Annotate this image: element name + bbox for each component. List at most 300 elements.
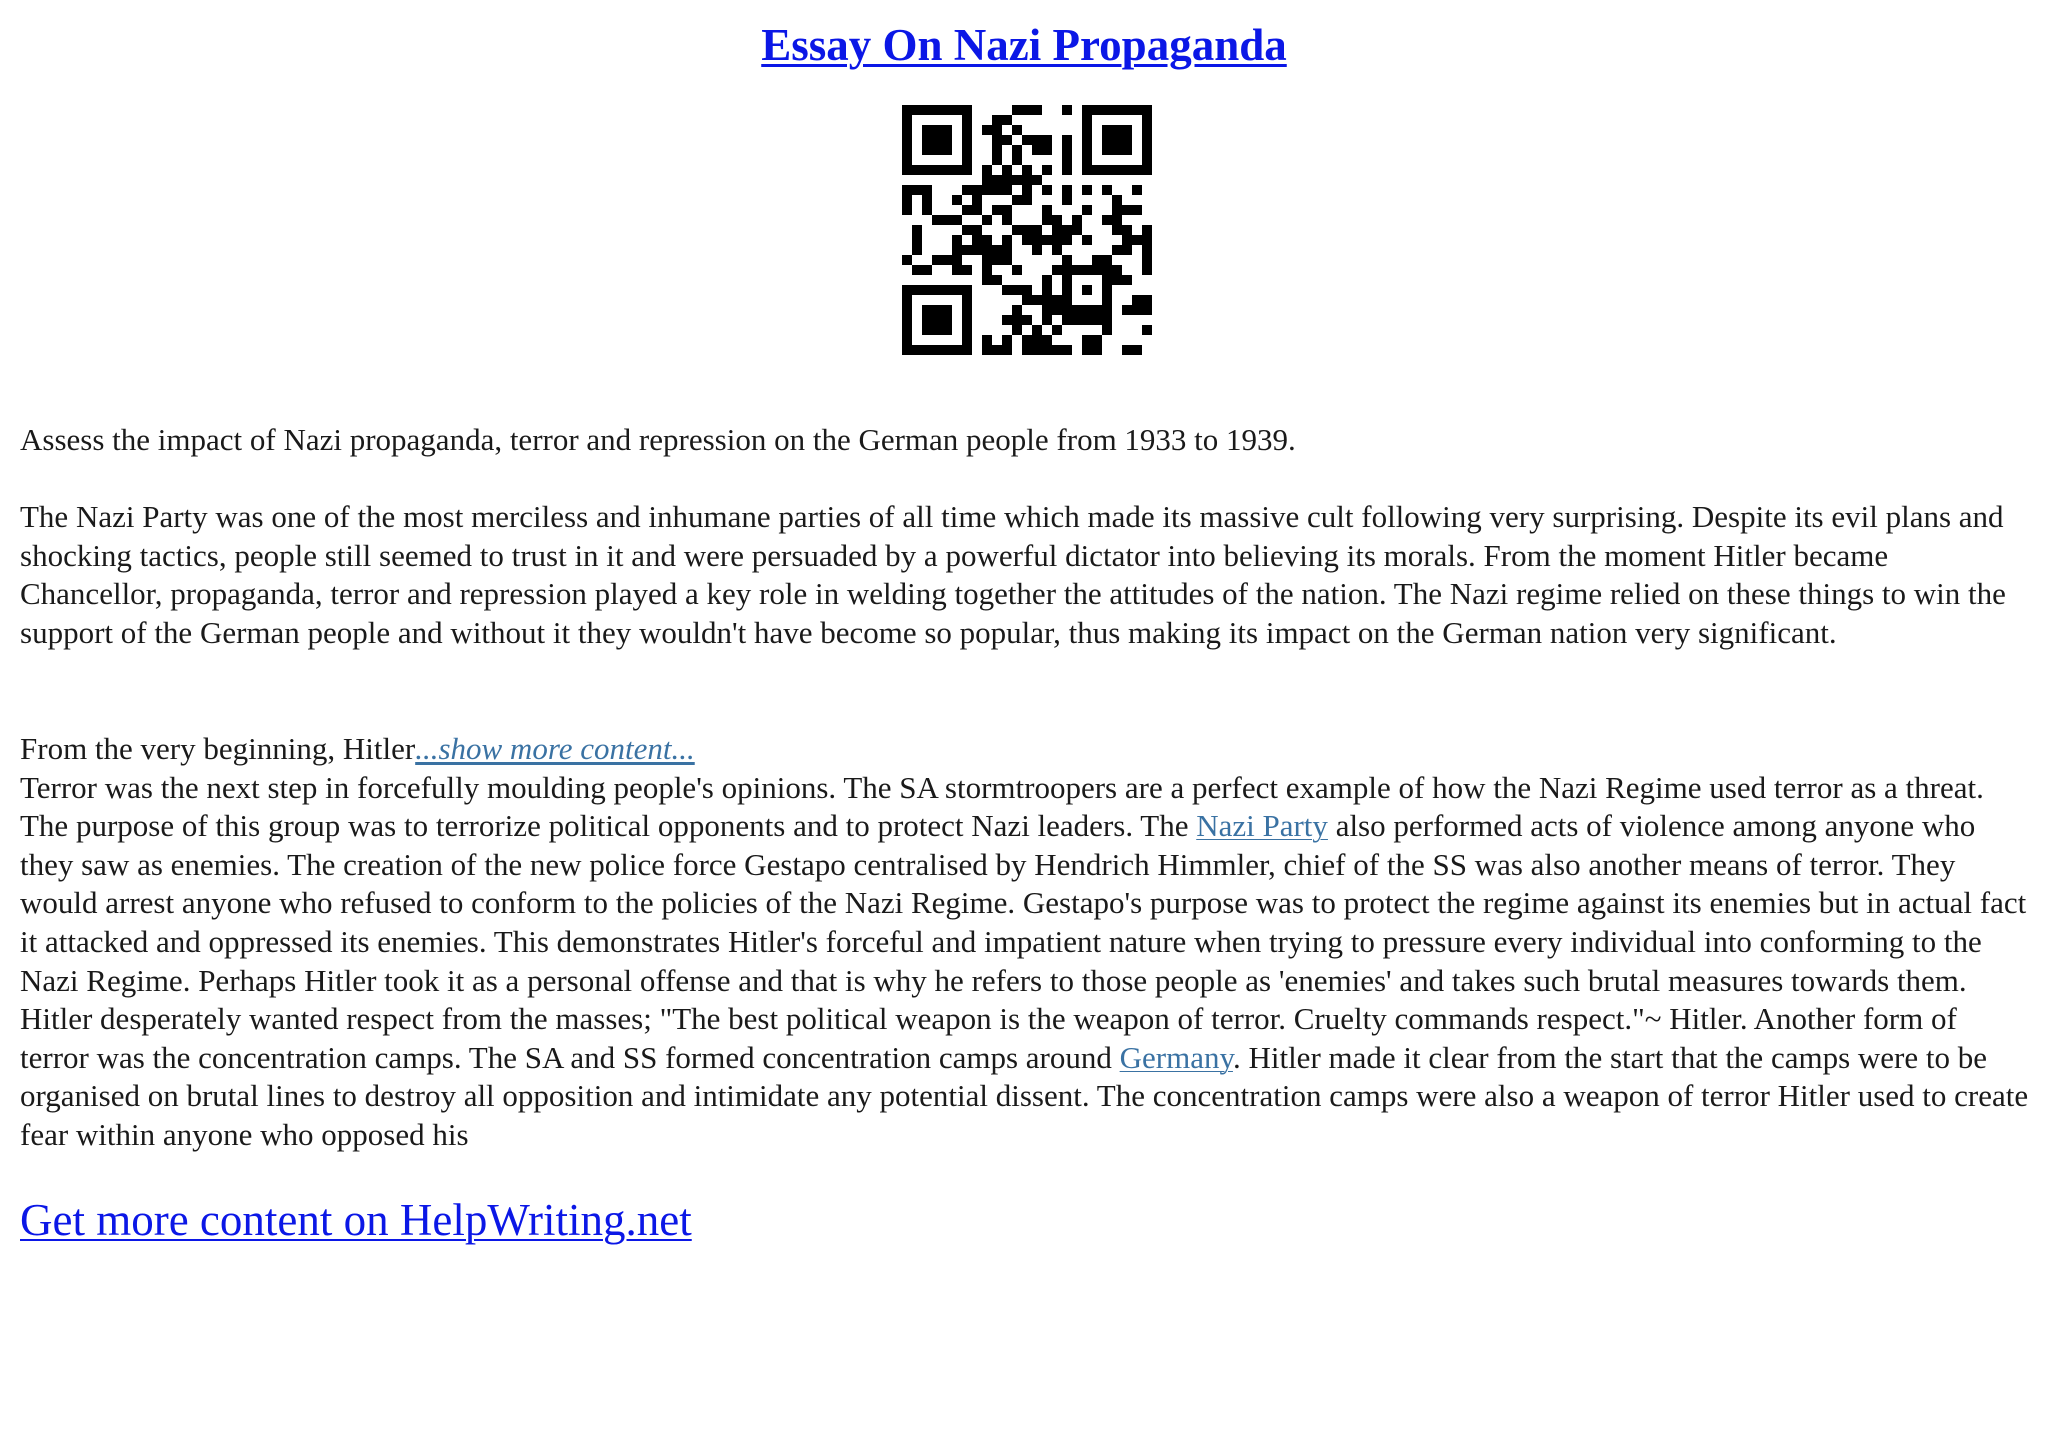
qr-module — [982, 215, 992, 225]
qr-module — [1052, 345, 1062, 355]
qr-module — [1082, 205, 1092, 215]
qr-module — [962, 185, 972, 195]
qr-module — [1052, 325, 1062, 335]
qr-module — [922, 165, 932, 175]
qr-module — [942, 315, 952, 325]
qr-module — [992, 205, 1002, 215]
qr-module — [1022, 105, 1032, 115]
qr-module — [902, 145, 912, 155]
qr-module — [1092, 265, 1102, 275]
qr-module — [1102, 105, 1112, 115]
qr-module — [972, 205, 982, 215]
qr-module — [1022, 225, 1032, 235]
qr-module — [962, 315, 972, 325]
qr-module — [982, 165, 992, 175]
qr-module — [1122, 145, 1132, 155]
qr-module — [902, 255, 912, 265]
qr-module — [1062, 305, 1072, 315]
qr-module — [1042, 335, 1052, 345]
qr-module — [1142, 155, 1152, 165]
qr-module — [1082, 345, 1092, 355]
qr-module — [1022, 235, 1032, 245]
qr-module — [922, 195, 932, 205]
qr-module — [922, 135, 932, 145]
qr-module — [1102, 135, 1112, 145]
qr-module — [1122, 275, 1132, 285]
qr-module — [1122, 235, 1132, 245]
qr-module — [1142, 245, 1152, 255]
qr-module — [982, 235, 992, 245]
qr-module — [992, 175, 1002, 185]
qr-module — [1142, 255, 1152, 265]
qr-module — [1082, 305, 1092, 315]
qr-module — [942, 255, 952, 265]
qr-module — [1112, 265, 1122, 275]
qr-module — [1142, 125, 1152, 135]
qr-module — [922, 145, 932, 155]
qr-module — [1082, 285, 1092, 295]
qr-module — [1042, 295, 1052, 305]
qr-module — [952, 195, 962, 205]
qr-module — [962, 335, 972, 345]
qr-module — [942, 135, 952, 145]
qr-module — [1112, 245, 1122, 255]
qr-module — [962, 285, 972, 295]
qr-module — [1042, 205, 1052, 215]
qr-module — [1102, 215, 1112, 225]
qr-module — [922, 315, 932, 325]
qr-module — [902, 155, 912, 165]
qr-module — [1112, 225, 1122, 235]
qr-module — [932, 315, 942, 325]
qr-module — [902, 335, 912, 345]
qr-module — [1012, 225, 1022, 235]
qr-module — [902, 285, 912, 295]
qr-module — [1042, 215, 1052, 225]
qr-module — [962, 165, 972, 175]
qr-module — [1072, 215, 1082, 225]
qr-module — [1142, 305, 1152, 315]
qr-module — [902, 165, 912, 175]
qr-module — [1042, 165, 1052, 175]
qr-module — [962, 155, 972, 165]
qr-module — [1142, 135, 1152, 145]
main-paragraph — [20, 730, 2030, 1155]
qr-module — [922, 285, 932, 295]
qr-module — [1142, 145, 1152, 155]
qr-module — [912, 235, 922, 245]
qr-module — [1052, 295, 1062, 305]
qr-module — [962, 265, 972, 275]
qr-module — [932, 285, 942, 295]
qr-module — [1012, 175, 1022, 185]
qr-module — [1122, 135, 1132, 145]
qr-module — [962, 125, 972, 135]
qr-module — [1082, 145, 1092, 155]
qr-module — [1022, 285, 1032, 295]
qr-module — [1112, 145, 1122, 155]
qr-module — [992, 115, 1002, 125]
qr-module — [932, 325, 942, 335]
body-text-part-1: Terror was the next step in forcefully moulding people's opinions. The SA stormtroopers are a perfect example of how the Nazi Regime used terror as a threat. The purpose of this group was to terrorize political opponents and to protect Nazi leaders. The — [20, 769, 1984, 844]
qr-module — [912, 265, 922, 275]
intro-paragraph: The Nazi Party was one of the most merciless and inhumane parties of all time which made its massive cult following very surprising. Despite its evil plans and shocking tactics, people still seemed to trust in it and were persuaded by a powerful dictator into believing its morals. From the moment Hitler became Chancellor, propaganda, terror and repression played a key role in welding together the attitudes of the nation. The Nazi regime relied on these things to win the support of the German people and without it they wouldn't have become so popular, thus making its impact on the German nation very significant. — [20, 499, 2006, 650]
qr-module — [1012, 305, 1022, 315]
qr-module — [1062, 195, 1072, 205]
qr-module — [1102, 315, 1112, 325]
qr-module — [962, 205, 972, 215]
qr-module — [1082, 125, 1092, 135]
qr-module — [1012, 155, 1022, 165]
qr-module — [1032, 345, 1042, 355]
qr-module — [1112, 125, 1122, 135]
get-more-content-link[interactable]: Get more content on HelpWriting.net — [20, 1195, 692, 1245]
qr-module — [1032, 235, 1042, 245]
germany-link[interactable]: Germany — [1119, 1039, 1233, 1075]
qr-module — [942, 305, 952, 315]
qr-module — [1142, 295, 1152, 305]
qr-module — [902, 205, 912, 215]
qr-module — [1032, 335, 1042, 345]
qr-module — [1062, 295, 1072, 305]
qr-module — [982, 265, 992, 275]
qr-module — [902, 135, 912, 145]
qr-module — [1042, 235, 1052, 245]
qr-module — [1082, 105, 1092, 115]
qr-module — [1002, 165, 1012, 175]
qr-module — [952, 105, 962, 115]
qr-module — [1022, 185, 1032, 195]
qr-module — [942, 215, 952, 225]
qr-module — [1092, 255, 1102, 265]
body-text-part-2: also performed acts of violence among anyone who they saw as enemies. The creation of the new police force Gestapo centralised by Hendrich Himmler, chief of the SS was also another means of terror. They would arrest anyone who refused to conform to the policies of the Nazi Regime. Gestapo's purpose was to protect the regime against its enemies but in actual fact it attacked and oppressed its enemies. This demonstrates Hitler's forceful and impatient nature when trying to pressure every individual into conforming to the Nazi Regime. Perhaps Hitler took it as a personal offense and that is why he refers to those people as 'enemies' and takes such brutal measures towards them. Hitler desperately wanted respect from the masses; "The best political weapon is the weapon of terror. Cruelty commands respect."~ Hitler. Another form of terror was the concentration camps. The SA and SS formed concentration camps around — [20, 808, 2027, 1075]
qr-module — [952, 345, 962, 355]
qr-module — [922, 265, 932, 275]
qr-module — [1122, 245, 1132, 255]
body-text-part-3: . Hitler made it clear from the start that the camps were to be organised on brutal lines to destroy all opposition and intimidate any potential dissent. The concentration camps were also a weapon of terror Hitler used to create fear within anyone who opposed his — [20, 1039, 2029, 1152]
qr-module — [942, 105, 952, 115]
qr-module — [1002, 115, 1012, 125]
qr-module — [1042, 145, 1052, 155]
qr-module — [922, 185, 932, 195]
qr-module — [1042, 345, 1052, 355]
qr-module — [942, 345, 952, 355]
qr-module — [932, 135, 942, 145]
qr-module — [912, 185, 922, 195]
qr-module — [1002, 215, 1012, 225]
qr-module — [1112, 105, 1122, 115]
qr-module — [902, 295, 912, 305]
page-title — [0, 14, 2048, 76]
qr-module — [1102, 285, 1112, 295]
qr-module — [1002, 235, 1012, 245]
qr-module — [932, 145, 942, 155]
qr-module — [962, 115, 972, 125]
qr-module — [1032, 295, 1042, 305]
qr-module — [1012, 265, 1022, 275]
qr-module — [1042, 285, 1052, 295]
qr-module — [1052, 265, 1062, 275]
qr-module — [1082, 165, 1092, 175]
qr-module — [1102, 305, 1112, 315]
qr-code-icon — [902, 105, 1152, 355]
qr-module — [1052, 305, 1062, 315]
qr-module — [1092, 165, 1102, 175]
qr-module — [1122, 165, 1132, 175]
qr-module — [1002, 245, 1012, 255]
qr-module — [1082, 235, 1092, 245]
qr-module — [1012, 285, 1022, 295]
qr-module — [1032, 225, 1042, 235]
qr-module — [1052, 215, 1062, 225]
qr-module — [922, 345, 932, 355]
qr-module — [1102, 255, 1112, 265]
qr-module — [1032, 105, 1042, 115]
qr-module — [1012, 125, 1022, 135]
qr-module — [1052, 225, 1062, 235]
qr-module — [952, 285, 962, 295]
qr-module — [1002, 345, 1012, 355]
qr-module — [1002, 205, 1012, 215]
qr-module — [1022, 165, 1032, 175]
qr-module — [1132, 305, 1142, 315]
qr-module — [992, 125, 1002, 135]
qr-module — [1092, 335, 1102, 345]
qr-module — [1082, 135, 1092, 145]
qr-module — [952, 165, 962, 175]
qr-module — [972, 195, 982, 205]
qr-module — [1122, 205, 1132, 215]
qr-module — [932, 345, 942, 355]
qr-module — [1062, 315, 1072, 325]
qr-module — [1042, 135, 1052, 145]
lead-in-text: From the very beginning, Hitler — [20, 731, 416, 766]
qr-module — [972, 185, 982, 195]
qr-module — [1062, 185, 1072, 195]
qr-module — [962, 325, 972, 335]
qr-module — [1132, 185, 1142, 195]
qr-module — [1072, 265, 1082, 275]
qr-module — [992, 345, 1002, 355]
qr-module — [932, 215, 942, 225]
qr-module — [962, 105, 972, 115]
qr-module — [952, 265, 962, 275]
qr-module — [902, 315, 912, 325]
qr-module — [1002, 135, 1012, 145]
qr-module — [1012, 145, 1022, 155]
qr-module — [1022, 315, 1032, 325]
qr-module — [962, 225, 972, 235]
qr-module — [1132, 345, 1142, 355]
qr-module — [902, 325, 912, 335]
footer — [20, 1192, 692, 1248]
qr-module — [982, 175, 992, 185]
qr-module — [932, 165, 942, 175]
qr-module — [1102, 295, 1112, 305]
qr-module — [1022, 135, 1032, 145]
qr-module — [962, 305, 972, 315]
qr-module — [942, 285, 952, 295]
qr-module — [1142, 225, 1152, 235]
qr-module — [992, 245, 1002, 255]
qr-module — [942, 325, 952, 335]
qr-module — [952, 215, 962, 225]
qr-module — [1102, 275, 1112, 285]
qr-module — [1072, 315, 1082, 325]
qr-module — [932, 105, 942, 115]
qr-module — [1062, 225, 1072, 235]
qr-module — [942, 145, 952, 155]
qr-module — [1062, 135, 1072, 145]
qr-module — [962, 295, 972, 305]
qr-module — [952, 255, 962, 265]
qr-module — [1062, 285, 1072, 295]
qr-module — [1042, 185, 1052, 195]
qr-module — [952, 245, 962, 255]
qr-module — [1032, 245, 1042, 255]
qr-module — [1082, 115, 1092, 125]
qr-module — [962, 145, 972, 155]
qr-module — [1012, 195, 1022, 205]
qr-module — [1132, 105, 1142, 115]
qr-module — [1132, 205, 1142, 215]
qr-module — [1082, 335, 1092, 345]
qr-module — [1022, 335, 1032, 345]
qr-module — [912, 105, 922, 115]
qr-module — [952, 235, 962, 245]
qr-module — [962, 135, 972, 145]
qr-module — [1112, 205, 1122, 215]
qr-module — [1012, 315, 1022, 325]
qr-module — [922, 305, 932, 315]
qr-module — [912, 245, 922, 255]
qr-module — [1142, 115, 1152, 125]
qr-module — [1122, 305, 1132, 315]
qr-module — [1022, 175, 1032, 185]
qr-module — [1002, 175, 1012, 185]
qr-module — [1142, 325, 1152, 335]
qr-module — [1092, 305, 1102, 315]
qr-module — [972, 245, 982, 255]
title-link[interactable]: Essay On Nazi Propaganda — [761, 20, 1287, 70]
qr-module — [1102, 185, 1112, 195]
qr-module — [902, 345, 912, 355]
qr-module — [1132, 235, 1142, 245]
show-more-link[interactable]: ...show more content... — [415, 731, 695, 766]
qr-module — [1102, 145, 1112, 155]
qr-module — [902, 125, 912, 135]
qr-module — [1042, 305, 1052, 315]
qr-module — [1082, 155, 1092, 165]
qr-module — [1062, 155, 1072, 165]
qr-module — [1102, 125, 1112, 135]
qr-module — [1062, 105, 1072, 115]
qr-module — [962, 345, 972, 355]
qr-module — [982, 345, 992, 355]
qr-module — [992, 185, 1002, 195]
qr-module — [992, 275, 1002, 285]
qr-module — [1012, 105, 1022, 115]
qr-module — [902, 115, 912, 125]
qr-module — [1032, 135, 1042, 145]
qr-module — [1062, 145, 1072, 155]
qr-module — [922, 105, 932, 115]
qr-module — [992, 155, 1002, 165]
qr-module — [1002, 185, 1012, 195]
nazi-party-link[interactable]: Nazi Party — [1196, 808, 1328, 844]
qr-module — [1002, 285, 1012, 295]
qr-module — [942, 125, 952, 135]
qr-module — [1062, 255, 1072, 265]
qr-module — [1102, 265, 1112, 275]
qr-module — [1122, 225, 1132, 235]
qr-module — [932, 125, 942, 135]
qr-module — [1062, 235, 1072, 245]
qr-module — [902, 105, 912, 115]
qr-module — [922, 125, 932, 135]
qr-module — [1142, 235, 1152, 245]
qr-module — [1142, 265, 1152, 275]
qr-module — [982, 255, 992, 265]
qr-module — [912, 285, 922, 295]
qr-module — [1042, 275, 1052, 285]
qr-module — [1052, 235, 1062, 245]
qr-module — [1082, 265, 1092, 275]
qr-module — [1112, 215, 1122, 225]
qr-module — [932, 255, 942, 265]
qr-module — [1102, 165, 1112, 175]
qr-module — [912, 225, 922, 235]
qr-module — [1122, 345, 1132, 355]
essay-question: Assess the impact of Nazi propaganda, terror and repression on the German people from 1933 to 1939. — [20, 422, 1296, 457]
qr-module — [972, 225, 982, 235]
qr-module — [982, 185, 992, 195]
qr-module — [1092, 345, 1102, 355]
qr-module — [1062, 165, 1072, 175]
qr-module — [1122, 125, 1132, 135]
qr-module — [922, 205, 932, 215]
qr-module — [1042, 315, 1052, 325]
qr-module — [1052, 245, 1062, 255]
qr-module — [902, 185, 912, 195]
qr-module — [1112, 165, 1122, 175]
qr-module — [1032, 325, 1042, 335]
qr-module — [1112, 135, 1122, 145]
qr-module — [1122, 105, 1132, 115]
qr-module — [1062, 275, 1072, 285]
qr-module — [1002, 315, 1012, 325]
qr-module — [982, 335, 992, 345]
qr-module — [1072, 305, 1082, 315]
qr-module — [982, 125, 992, 135]
qr-module — [962, 245, 972, 255]
qr-module — [1022, 195, 1032, 205]
qr-module — [902, 305, 912, 315]
qr-module — [1062, 265, 1072, 275]
qr-module — [1112, 195, 1122, 205]
qr-module — [982, 245, 992, 255]
qr-module — [1022, 295, 1032, 305]
qr-module — [972, 235, 982, 245]
qr-module — [1142, 165, 1152, 175]
qr-module — [1012, 325, 1022, 335]
qr-module — [932, 305, 942, 315]
qr-module — [1142, 105, 1152, 115]
qr-module — [1002, 335, 1012, 345]
qr-module — [922, 325, 932, 335]
qr-module — [1092, 315, 1102, 325]
qr-module — [992, 255, 1002, 265]
